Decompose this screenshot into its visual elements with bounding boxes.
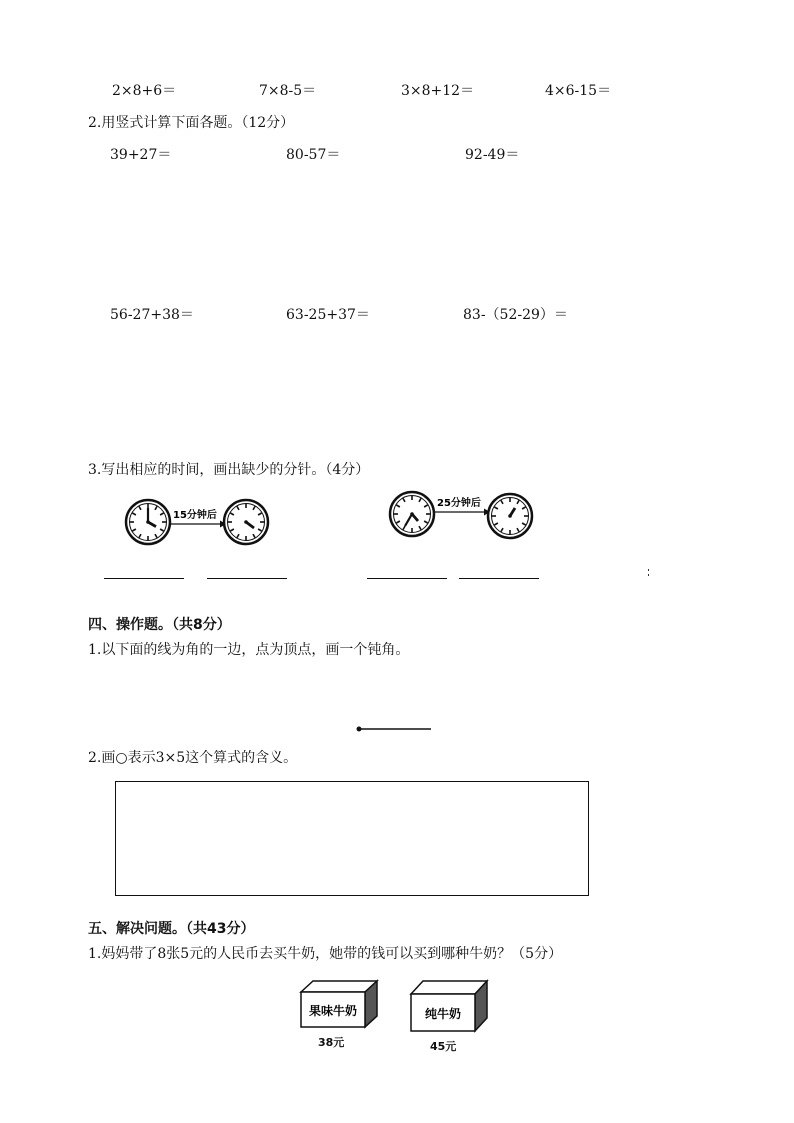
milk-box-1	[298, 978, 380, 1030]
clock-label-1: 15分钟后	[173, 510, 217, 521]
expr-4: 4×6-15＝	[545, 83, 612, 99]
section5-q1: 1.妈妈带了8张5元的人民币去买牛奶，她带的钱可以买到哪种牛奶？（5分）	[88, 946, 563, 962]
q2-title: 2.用竖式计算下面各题。（12分）	[88, 115, 295, 131]
q2-expr-3: 92-49＝	[465, 147, 520, 163]
clock-pair-1	[124, 494, 272, 550]
answer-blank-2[interactable]	[207, 578, 287, 579]
section5-title: 五、解决问题。（共43分）	[88, 921, 255, 937]
expr-3: 3×8+12＝	[401, 83, 475, 99]
expr-2: 7×8-5＝	[259, 83, 317, 99]
clock-start-2	[390, 492, 434, 536]
clock-pair-2	[388, 486, 536, 542]
milk-box-2-label: 纯牛奶	[424, 1007, 462, 1021]
answer-blank-4[interactable]	[459, 578, 539, 579]
answer-blank-1[interactable]	[104, 578, 184, 579]
stray-mark	[648, 569, 649, 571]
clock-label-2: 25分钟后	[437, 498, 481, 509]
q3-title: 3.写出相应的时间，画出缺少的分针。（4分）	[88, 462, 370, 478]
q2-expr-6: 83-（52-29）＝	[463, 307, 568, 323]
milk-box-1-label: 果味牛奶	[308, 1004, 358, 1018]
answer-blank-3[interactable]	[367, 578, 447, 579]
section4-q1: 1.以下面的线为角的一边，点为顶点，画一个钝角。	[88, 642, 410, 658]
milk-price-2: 45元	[430, 1040, 457, 1053]
q2-expr-5: 63-25+37＝	[286, 307, 370, 323]
angle-base-line	[356, 725, 434, 733]
q2-expr-1: 39+27＝	[110, 147, 172, 163]
clock-end-1	[224, 500, 268, 544]
clock-end-2	[488, 494, 532, 538]
expr-1: 2×8+6＝	[112, 83, 177, 99]
clock-start-1	[126, 500, 170, 544]
milk-price-1: 38元	[318, 1036, 345, 1049]
section4-q2: 2.画○表示3×5这个算式的含义。	[88, 750, 298, 766]
q2-expr-4: 56-27+38＝	[110, 307, 194, 323]
stray-mark	[648, 574, 649, 576]
drawing-area[interactable]	[115, 781, 589, 896]
vertex-dot	[357, 727, 362, 732]
section4-title: 四、操作题。（共8分）	[88, 617, 231, 633]
milk-box-2	[408, 978, 490, 1034]
q2-expr-2: 80-57＝	[286, 147, 341, 163]
